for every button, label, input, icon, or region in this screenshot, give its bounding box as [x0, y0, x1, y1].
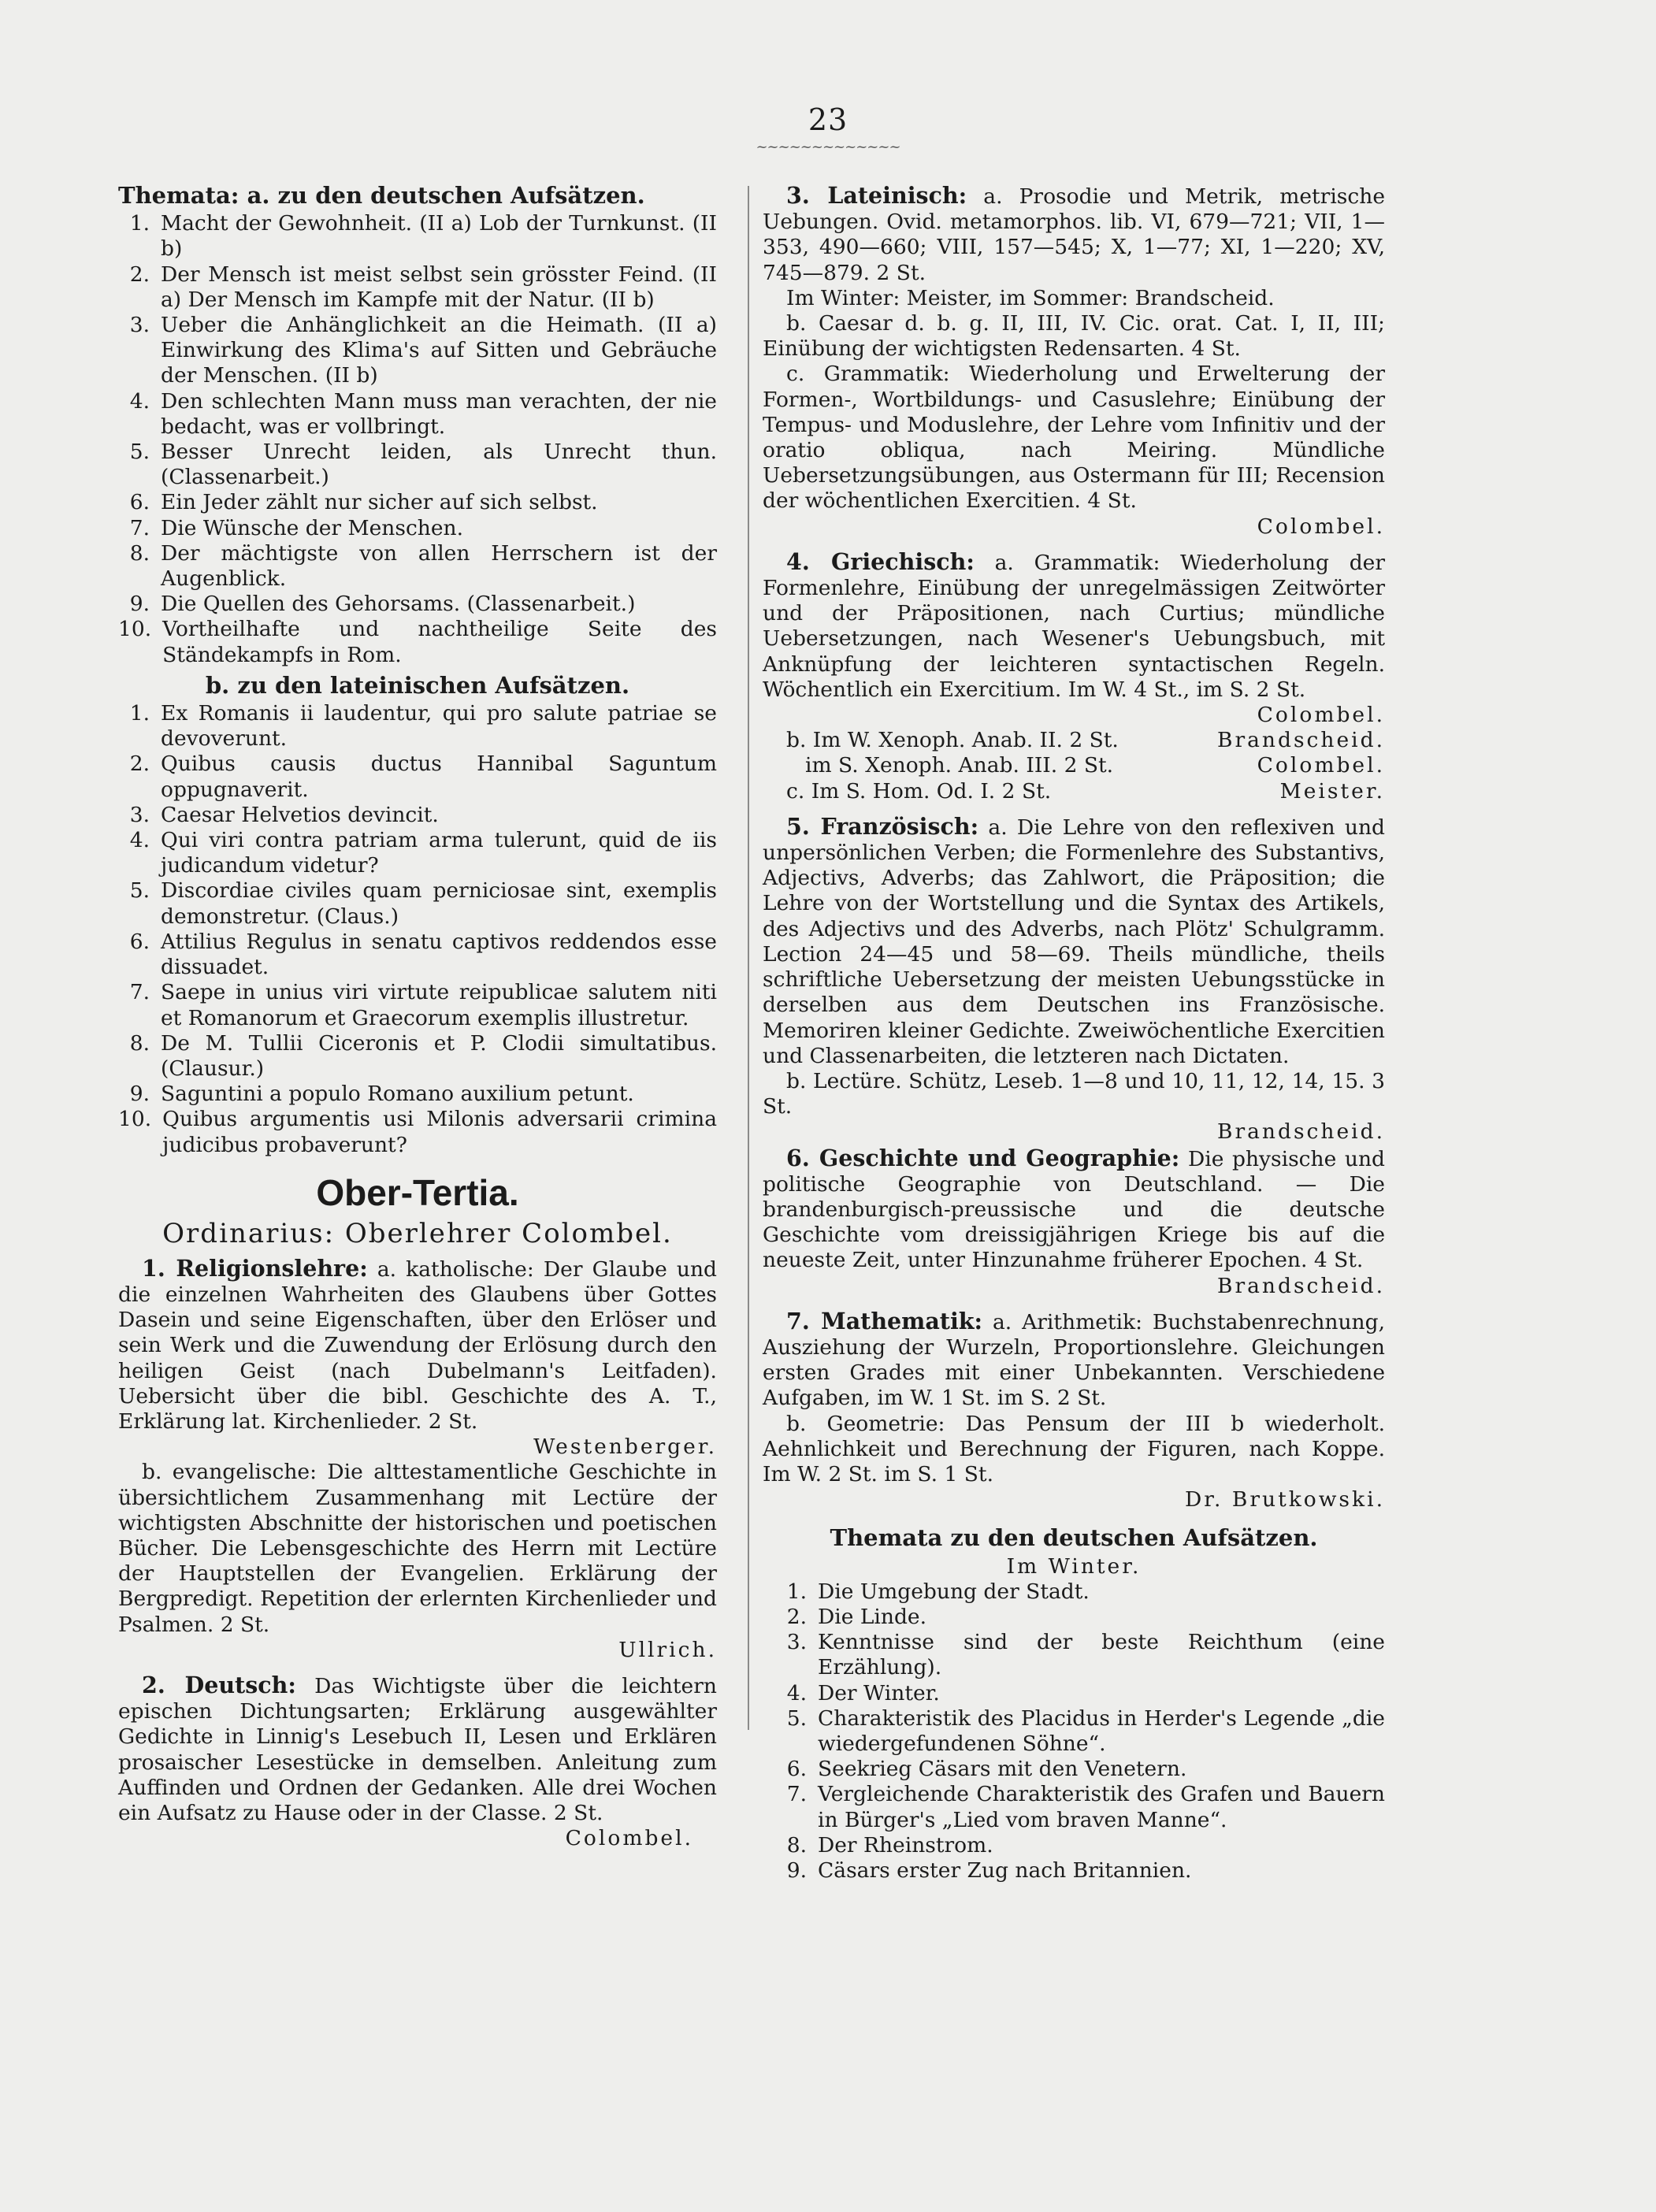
griechisch-a-signature: Colombel. [1257, 703, 1385, 728]
griechisch-b1-row: b. Im W. Xenoph. Anab. II. 2 St. Brandscheid. [786, 728, 1385, 753]
themata-a-list [118, 211, 717, 668]
list-item: 3. Ueber die Anhänglichkeit an die Heimath. (II a) Einwirkung des Klima's auf Sitten und Gebräuche der Menschen. (II b) [129, 313, 717, 388]
list-item: 9. Die Quellen des Gehorsams. (Classenarbeit.) [129, 592, 636, 617]
ordinarius-line: Ordinarius: Oberlehrer Colombel. [162, 1217, 673, 1249]
deutsch-heading: 2. Deutsch: [142, 1671, 296, 1698]
franzoesisch-paragraph-b: b. Lectüre. Schütz, Leseb. 1—8 und 10, 11, 12, 14, 15. 3 St. [763, 1068, 1385, 1119]
list-item: 9. Cäsars erster Zug nach Britannien. [786, 1858, 1192, 1883]
right-column [763, 183, 1385, 1884]
list-item: 5. Charakteristik des Placidus in Herder's Legende „die wiedergefundenen Söhne“. [786, 1705, 1385, 1756]
list-item: 4. Den schlechten Mann muss man verachten, der nie bedacht, was er vollbringt. [129, 388, 717, 439]
page-number: 23 [808, 102, 848, 137]
themata-a-title: Themata: a. zu den deutschen Aufsätzen. [118, 182, 645, 209]
list-item: 7. Saepe in unius viri virtute reipublicae salutem niti et Romanorum et Graecorum exemplis illustretur. [129, 980, 717, 1030]
latein-paragraph-c: c. Grammatik: Wiederholung und Erwelterung der Formen-, Wortbildungs- und Casuslehre; Einübung der Tempus- und Moduslehre, der Lehre vom Infinitiv und der oratio obliqua, nach Meiring. Mündliche Uebersetzungsübungen, aus Ostermann für III; Recension der wöchentlichen Exercitien. 4 St. [763, 362, 1385, 514]
list-item: 3. Kenntnisse sind der beste Reichthum (eine Erzählung). [786, 1630, 1385, 1680]
franzoesisch-heading: 5. Französisch: [786, 812, 979, 840]
griechisch-c-row: c. Im S. Hom. Od. I. 2 St. Meister. [786, 778, 1385, 804]
list-item: 4. Der Winter. [786, 1680, 940, 1705]
griechisch-b2-row: im S. Xenoph. Anab. III. 2 St. Colombel. [805, 753, 1385, 778]
themata-list [763, 1579, 1385, 1884]
list-item: 1. Die Umgebung der Stadt. [786, 1579, 1090, 1604]
left-column [118, 183, 717, 1851]
list-item: 3. Caesar Helvetios devincit. [129, 802, 439, 827]
themata-b-title: b. zu den lateinischen Aufsätzen. [205, 671, 630, 699]
latein-paragraph-a: 3. Lateinisch: a. Prosodie und Metrik, metrische Uebungen. Ovid. metamorphos. lib. VI, 679—721; VII, 1—353, 490—660; VIII, 157—545; X, 1—77; XI, 1—220; XV, 745—879. 2 St. [763, 182, 1385, 285]
mathematik-signature: Dr. Brutkowski. [1185, 1487, 1385, 1512]
list-item: 8. Der mächtigste von allen Herrschern ist der Augenblick. [129, 540, 717, 592]
list-item: 1. Ex Romanis ii laudentur, qui pro salute patriae se devoverunt. [129, 701, 717, 752]
themata-subtitle: Im Winter. [1006, 1553, 1142, 1579]
list-item: 1. Macht der Gewohnheit. (II a) Lob der Turnkunst. (II b) [129, 211, 717, 262]
deutsch-signature: Colombel. [565, 1826, 693, 1851]
list-item: 2. Die Linde. [786, 1604, 927, 1629]
latein-a-signature: Im Winter: Meister, im Sommer: Brandscheid. [786, 285, 1275, 310]
franzoesisch-paragraph-a: 5. Französisch: a. Die Lehre von den reflexiven und unpersönlichen Verben; die Formenlehre des Substantivs, Adjectivs, Adverbs; das Zahlwort, die Präposition; die Lehre von der Wortstellung und die Syntax des Artikels, des Adjectivs und des Adverbs, nach Plötz' Schulgramm. Lection 24—45 und 58—69. Theils mündliche, theils schriftliche Uebersetzung der meisten Uebungsstücke in derselben aus dem Deutschen ins Französische. Memoriren kleiner Gedichte. Zweiwöchentliche Exercitien und Classenarbeiten, die letzteren nach Dictaten. [763, 812, 1385, 1068]
mathematik-heading: 7. Mathematik: [786, 1307, 983, 1334]
list-item: 2. Der Mensch ist meist selbst sein grösster Feind. (II a) Der Mensch im Kampfe mit der Natur. (II b) [129, 262, 717, 312]
list-item: 7. Vergleichende Charakteristik des Grafen und Bauern in Bürger's „Lied vom braven Manne“. [786, 1782, 1385, 1832]
religion-b-signature: Ullrich. [618, 1637, 717, 1662]
list-item: 9. Saguntini a populo Romano auxilium petunt. [129, 1082, 634, 1107]
list-item: 10. Quibus argumentis usi Milonis adversarii crimina judicibus probaverunt? [118, 1107, 717, 1157]
latein-c-signature: Colombel. [1257, 514, 1385, 539]
list-item: 7. Die Wünsche der Menschen. [129, 515, 464, 540]
religion-paragraph-b: b. evangelische: Die alttestamentliche Geschichte in übersichtlichem Zusammenhang mit Lectüre der wichtigsten Abschnitte der historischen und poetischen Bücher. Die Lebensgeschichte des Herrn mit Lectüre der Hauptstellen der Evangelien. Erklärung der Bergpredigt. Repetition der erlernten Kirchenlieder und Psalmen. 2 St. [118, 1460, 717, 1637]
column-divider [748, 186, 749, 1730]
religion-a-signature: Westenberger. [533, 1434, 717, 1460]
griechisch-paragraph-a: 4. Griechisch: a. Grammatik: Wiederholung der Formenlehre, Einübung der unregelmässigen Zeitwörter und der Präpositionen, nach Curtius; mündliche Uebersetzungen, nach Wesener's Uebungsbuch, mit Anknüpfung der leichteren syntactischen Regeln. Wöchentlich ein Exercitium. Im W. 4 St., im S. 2 St. [763, 547, 1386, 702]
geschichte-signature: Brandscheid. [1216, 1273, 1385, 1298]
page-ornament: ~~~~~~~~~~~~~ [756, 139, 900, 155]
list-item: 6. Attilius Regulus in senatu captivos reddendos esse dissuadet. [129, 929, 717, 980]
geschichte-heading: 6. Geschichte und Geographie: [786, 1144, 1180, 1171]
list-item: 6. Ein Jeder zählt nur sicher auf sich selbst. [129, 490, 598, 515]
list-item: 10. Vortheilhafte und nachtheilige Seite des Ständekampfs in Rom. [118, 617, 717, 667]
deutsch-paragraph: 2. Deutsch: Das Wichtigste über die leichtern epischen Dichtungsarten; Erklärung ausgewählter Gedichte in Linnig's Lesebuch II, Lesen und Erklären prosaischer Lesestücke in demselben. Anleitung zum Auffinden und Ordnen der Gedanken. Alle drei Wochen ein Aufsatz zu Hause oder in der Classe. 2 St. [118, 1671, 717, 1825]
geschichte-paragraph: 6. Geschichte und Geographie: Die physische und politische Geographie von Deutschland. — Die brandenburgisch-preussische und die deutsche Geschichte vom dreissigjährigen Kriege bis auf die neueste Zeit, unter Hinzunahme früherer Epochen. 4 St. [763, 1144, 1385, 1273]
list-item: 8. Der Rheinstrom. [786, 1832, 993, 1858]
franzoesisch-signature: Brandscheid. [1216, 1119, 1385, 1145]
religion-heading: 1. Religionslehre: [142, 1254, 368, 1282]
list-item: 2. Quibus causis ductus Hannibal Saguntum oppugnaverit. [129, 752, 717, 802]
section-title: Ober-Tertia. [316, 1171, 519, 1213]
themata-title: Themata zu den deutschen Aufsätzen. [830, 1524, 1318, 1552]
griechisch-heading: 4. Griechisch: [786, 547, 975, 575]
religion-paragraph-a: 1. Religionslehre: a. katholische: Der Glaube und die einzelnen Wahrheiten des Glaubens über Gottes Dasein und seine Eigenschaften, über den Erlöser und sein Werk und die Zuwendung der Erlösung durch den heiligen Geist (nach Dubelmann's Leitfaden). Uebersicht über die bibl. Geschichte des A. T., Erklärung lat. Kirchenlieder. 2 St. [118, 1254, 717, 1434]
list-item: 6. Seekrieg Cäsars mit den Venetern. [786, 1757, 1187, 1782]
list-item: 5. Besser Unrecht leiden, als Unrecht thun. (Classenarbeit.) [129, 440, 717, 490]
list-item: 4. Qui viri contra patriam arma tulerunt, quid de iis judicandum videtur? [129, 828, 717, 878]
themata-b-list [118, 701, 717, 1158]
mathematik-paragraph-b: b. Geometrie: Das Pensum der III b wiederholt. Aehnlichkeit und Berechnung der Figuren, nach Koppe. Im W. 2 St. im S. 1 St. [763, 1411, 1385, 1486]
mathematik-paragraph-a: 7. Mathematik: a. Arithmetik: Buchstabenrechnung, Ausziehung der Wurzeln, Proportionslehre. Gleichungen ersten Grades mit einer Unbekannten. Verschiedene Aufgaben, im W. 1 St. im S. 2 St. [763, 1307, 1385, 1411]
latein-heading: 3. Lateinisch: [786, 182, 967, 209]
list-item: 8. De M. Tullii Ciceronis et P. Clodii simultatibus. (Clausur.) [129, 1030, 717, 1081]
latein-paragraph-b: b. Caesar d. b. g. II, III, IV. Cic. orat. Cat. I, II, III; Einübung der wichtigsten Redensarten. 4 St. [763, 311, 1385, 362]
list-item: 5. Discordiae civiles quam perniciosae sint, exemplis demonstretur. (Claus.) [129, 878, 717, 929]
